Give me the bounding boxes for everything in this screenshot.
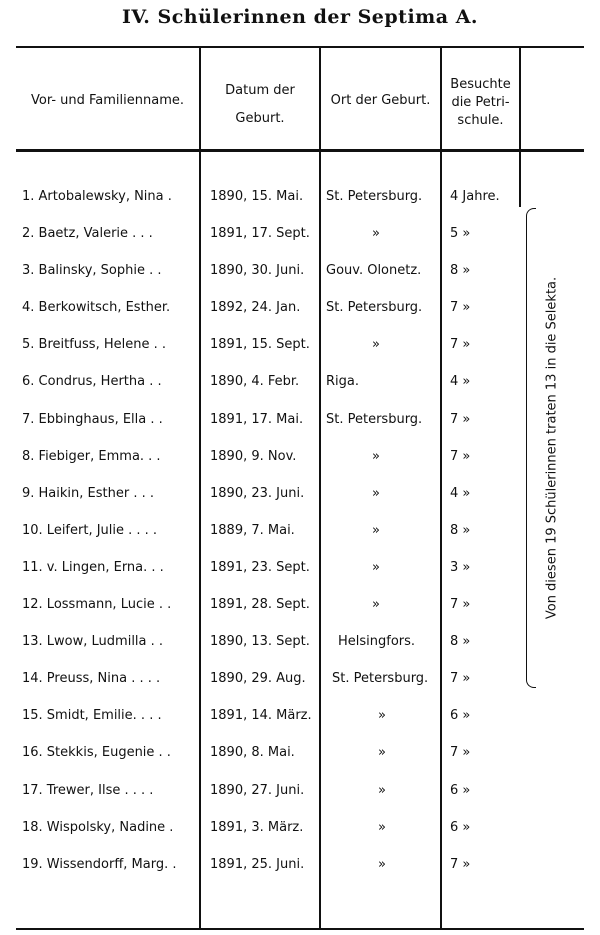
- birth-place: St. Petersburg.: [332, 671, 429, 687]
- table-row: [0, 404, 600, 441]
- birth-date: 1889, 7. Mai.: [210, 522, 295, 538]
- birth-place: St. Petersburg.: [326, 300, 423, 316]
- school-years: 4 »: [450, 485, 471, 501]
- birth-date: 1891, 28. Sept.: [210, 597, 310, 613]
- school-years: 3 »: [450, 559, 471, 575]
- school-years: 8 »: [450, 263, 471, 279]
- student-name: 15. Smidt, Emilie. . . .: [22, 708, 162, 724]
- header-date-line: Geburt.: [235, 111, 285, 126]
- school-years: 8 »: [450, 522, 471, 538]
- school-years: 7 »: [450, 597, 471, 613]
- table-row: [0, 775, 600, 812]
- student-name: 7. Ebbinghaus, Ella . .: [22, 411, 163, 427]
- student-list: [0, 181, 600, 886]
- birth-date: 1890, 9. Nov.: [210, 448, 297, 464]
- table-row: [0, 552, 600, 589]
- birth-date: 1891, 23. Sept.: [210, 559, 310, 575]
- table-row: [0, 478, 600, 515]
- student-name: 6. Condrus, Hertha . .: [22, 374, 162, 390]
- student-name: 14. Preuss, Nina . . . .: [22, 671, 161, 687]
- header-date-line: Datum der: [225, 83, 295, 98]
- header-name: Vor- und Familienname.: [30, 93, 185, 108]
- table-row: [0, 589, 600, 626]
- birth-place: »: [378, 708, 386, 724]
- table-row: [0, 329, 600, 366]
- birth-date: 1890, 15. Mai.: [210, 189, 304, 204]
- table-row: [0, 812, 600, 849]
- student-name: 18. Wispolsky, Nadine .: [22, 819, 174, 835]
- student-name: 13. Lwow, Ludmilla . .: [22, 634, 164, 650]
- student-name: 17. Trewer, Ilse . . . .: [22, 782, 154, 798]
- birth-place: »: [372, 597, 380, 613]
- table-row: [0, 255, 600, 292]
- student-name: 11. v. Lingen, Erna. . .: [22, 559, 164, 575]
- school-years: 4 »: [450, 374, 471, 390]
- birth-date: 1891, 25. Juni.: [210, 856, 305, 872]
- table-row: [0, 737, 600, 774]
- school-years: 7 »: [450, 411, 471, 427]
- student-name: 2. Baetz, Valerie . . .: [22, 226, 153, 242]
- school-years: 7 »: [450, 745, 471, 761]
- birth-place: Helsingfors.: [338, 634, 416, 650]
- table-row: [0, 663, 600, 700]
- table-row: [0, 441, 600, 478]
- school-years: 7 »: [450, 448, 471, 464]
- table-row: [0, 515, 600, 552]
- header-school: [442, 76, 519, 130]
- birth-place: St. Petersburg.: [326, 411, 423, 427]
- header-school-line: die Petri-: [451, 95, 510, 110]
- student-name: 3. Balinsky, Sophie . .: [22, 263, 162, 279]
- student-name: 16. Stekkis, Eugenie . .: [22, 745, 171, 761]
- page-title: IV. Schülerinnen der Septima A.: [121, 6, 479, 28]
- birth-place: St. Petersburg.: [326, 189, 423, 204]
- birth-place: »: [378, 745, 386, 761]
- student-name: 19. Wissendorff, Marg. .: [22, 856, 177, 872]
- header-school-line: schule.: [457, 113, 504, 128]
- table-row: [0, 849, 600, 886]
- birth-date: 1890, 27. Juni.: [210, 782, 305, 798]
- student-name: 5. Breitfuss, Helene . .: [22, 337, 166, 353]
- school-years: 7 »: [450, 671, 471, 687]
- birth-place: Gouv. Olonetz.: [326, 263, 422, 279]
- birth-date: 1892, 24. Jan.: [210, 300, 301, 316]
- table-row: [0, 626, 600, 663]
- header-school-line: Besuchte: [450, 77, 511, 92]
- birth-date: 1891, 17. Mai.: [210, 411, 304, 427]
- table-bottom-rule: [16, 928, 584, 930]
- school-years: 7 »: [450, 337, 471, 353]
- table-top-rule: [16, 46, 584, 48]
- student-name: 10. Leifert, Julie . . . .: [22, 522, 158, 538]
- table-row: [0, 366, 600, 403]
- school-years: 6 »: [450, 819, 471, 835]
- header-place: Ort der Geburt.: [330, 93, 431, 108]
- birth-place: »: [372, 226, 380, 242]
- table-row: [0, 218, 600, 255]
- grouping-brace: [526, 208, 536, 688]
- table-row: [0, 181, 600, 218]
- birth-place: »: [372, 448, 380, 464]
- birth-place: Riga.: [326, 374, 359, 390]
- header-date: [201, 77, 319, 133]
- student-name: 9. Haikin, Esther . . .: [22, 485, 154, 501]
- birth-place: »: [378, 782, 386, 798]
- birth-date: 1890, 30. Juni.: [210, 263, 305, 279]
- birth-date: 1890, 13. Sept.: [210, 634, 310, 650]
- birth-place: »: [372, 559, 380, 575]
- birth-date: 1891, 15. Sept.: [210, 337, 310, 353]
- school-years: 5 »: [450, 226, 471, 242]
- side-note: Von diesen 19 Schülerinnen traten 13 in die Selekta.: [544, 276, 560, 620]
- table-row: [0, 700, 600, 737]
- school-years: 4 Jahre.: [450, 189, 500, 204]
- table-row: [0, 292, 600, 329]
- school-years: 8 »: [450, 634, 471, 650]
- school-years: 7 »: [450, 300, 471, 316]
- student-name: 1. Artobalewsky, Nina .: [22, 189, 172, 204]
- student-name: 12. Lossmann, Lucie . .: [22, 597, 172, 613]
- birth-date: 1890, 4. Febr.: [210, 374, 300, 390]
- school-years: 6 »: [450, 708, 471, 724]
- birth-place: »: [378, 819, 386, 835]
- birth-place: »: [372, 522, 380, 538]
- school-years: 7 »: [450, 856, 471, 872]
- birth-date: 1890, 29. Aug.: [210, 671, 306, 687]
- birth-place: »: [372, 485, 380, 501]
- birth-place: »: [372, 337, 380, 353]
- birth-place: »: [378, 856, 386, 872]
- header-bottom-rule: [16, 149, 584, 152]
- birth-date: 1891, 3. März.: [210, 819, 304, 835]
- birth-date: 1890, 8. Mai.: [210, 745, 295, 761]
- student-name: 4. Berkowitsch, Esther.: [22, 300, 171, 316]
- school-years: 6 »: [450, 782, 471, 798]
- birth-date: 1890, 23. Juni.: [210, 485, 305, 501]
- student-name: 8. Fiebiger, Emma. . .: [22, 448, 161, 464]
- birth-date: 1891, 14. März.: [210, 708, 312, 724]
- birth-date: 1891, 17. Sept.: [210, 226, 310, 242]
